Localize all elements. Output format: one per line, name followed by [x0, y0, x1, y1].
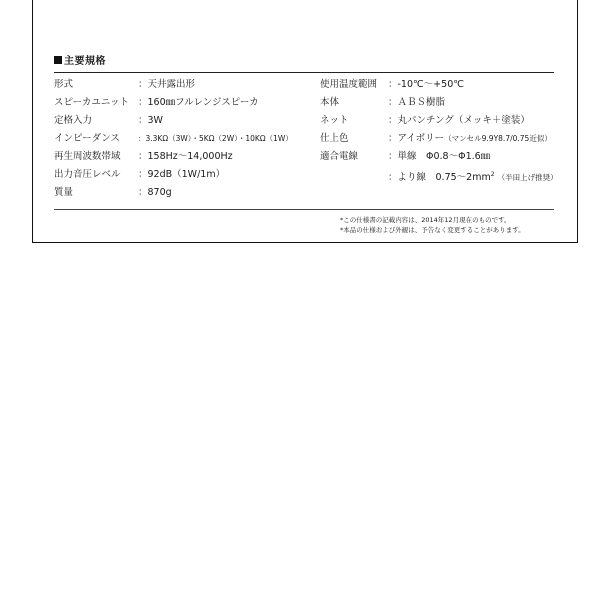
spec-row-wire-stranded	[320, 168, 560, 186]
spec-note: （半田上げ推奨）	[497, 173, 558, 183]
spec-label: ネット	[320, 115, 349, 126]
spec-label: 再生周波数帯域	[54, 151, 121, 162]
square-bullet-icon	[54, 56, 62, 64]
spec-value: ：160㎜フルレンジスピーカ	[138, 97, 259, 108]
section-title	[54, 52, 106, 67]
spec-label: スピーカユニット	[54, 97, 130, 108]
spec-value: ：158Hz～14,000Hz	[138, 151, 233, 162]
spec-row-impedance	[54, 132, 304, 150]
spec-label: 本体	[320, 97, 340, 108]
spec-row-format	[54, 78, 304, 96]
spec-row-speaker-unit	[54, 96, 304, 114]
header-rule	[54, 72, 554, 73]
spec-value: ：870g	[138, 187, 172, 198]
spec-label: 適合電線	[320, 151, 359, 162]
spec-value-wrap	[388, 168, 558, 185]
footer-rule	[54, 209, 554, 210]
spec-label: 定格入力	[54, 115, 93, 126]
spec-value: ：-10℃～+50℃	[388, 79, 464, 90]
spec-row-wire-solid	[320, 150, 560, 168]
spec-value: ：3W	[138, 115, 163, 126]
spec-value-wrap	[388, 132, 552, 146]
spec-label: 出力音圧レベル	[54, 169, 121, 180]
spec-value: ：ＡＢＳ樹脂	[388, 97, 446, 108]
spec-row-mass	[54, 186, 304, 204]
left-spec-column	[54, 78, 304, 204]
spec-value: ：アイボリー	[388, 133, 445, 144]
spec-label: 使用温度範囲	[320, 79, 378, 90]
spec-row-rated-input	[54, 114, 304, 132]
spec-value: ：3.3KΩ（3W）・5KΩ（2W）・10KΩ（1W）	[138, 134, 293, 143]
spec-row-finish-color	[320, 132, 560, 150]
spec-value: ：より線 0.75～2mm	[388, 172, 491, 184]
spec-row-temperature	[320, 78, 560, 96]
spec-row-sound-pressure	[54, 168, 304, 186]
spec-label: 形式	[54, 79, 74, 90]
spec-label: 質量	[54, 187, 74, 198]
footnote-date: *この仕様書の記載内容は、2014年12月現在のものです。	[340, 216, 511, 224]
right-spec-column	[320, 78, 560, 186]
spec-label: インピーダンス	[54, 133, 120, 144]
footnotes	[340, 215, 525, 235]
section-title-text: 主要規格	[64, 56, 106, 67]
spec-row-body	[320, 96, 560, 114]
spec-row-net	[320, 114, 560, 132]
spec-value: ：丸パンチング（メッキ＋塗装）	[388, 115, 530, 126]
spec-row-frequency-range	[54, 150, 304, 168]
spec-value: ：天井露出形	[138, 79, 196, 90]
spec-note: （マンセル9.9Y8.7/0.75近似）	[444, 134, 552, 143]
spec-value: ：単線 Φ0.8～Φ1.6㎜	[388, 151, 491, 162]
spec-superscript: 2	[490, 171, 495, 178]
spec-label: 仕上色	[320, 133, 349, 144]
spec-value: ：92dB（1W/1m）	[138, 169, 226, 180]
footnote-change: *本品の仕様および外観は、予告なく変更することがあります。	[340, 226, 525, 234]
